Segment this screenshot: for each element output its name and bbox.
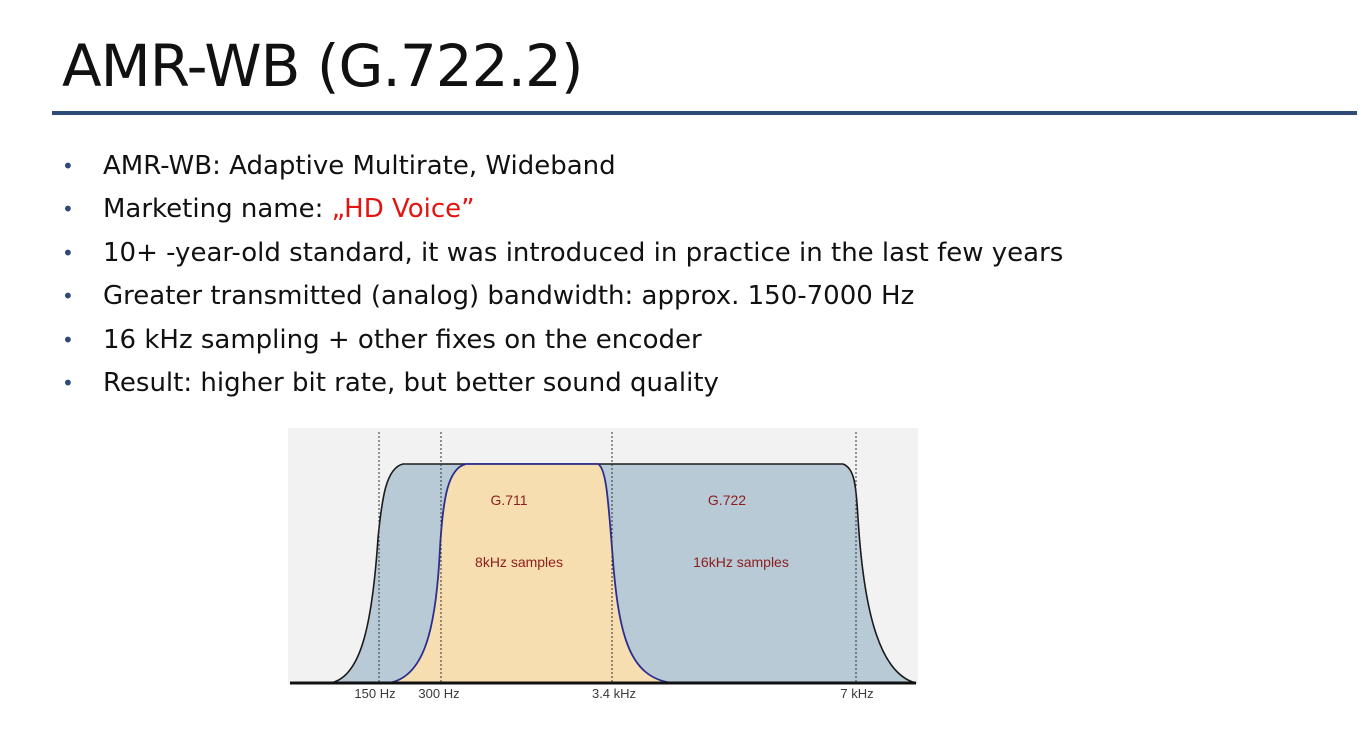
bullet-item — [56, 362, 1063, 405]
bullet-marker: • — [62, 284, 74, 309]
tick-label-300hz: 300 Hz — [418, 686, 460, 701]
bullet-marker: • — [62, 327, 74, 352]
g711-label: G.711 — [490, 492, 528, 508]
slide-title: AMR-WB (G.722.2) — [62, 32, 583, 100]
bullet-marker: • — [62, 154, 74, 178]
bandwidth-figure — [288, 428, 918, 710]
bandwidth-chart — [288, 428, 918, 710]
g722-label: G.722 — [707, 492, 747, 508]
bullet-item — [56, 275, 1063, 318]
bullet-text: Result: higher bit rate, but better sound quality — [103, 367, 719, 398]
bullet-highlight: „HD Voice” — [331, 194, 475, 225]
bullet-text: 10+ -year-old standard, it was introduced in practice in the last few years — [103, 237, 1064, 268]
bullet-text: Marketing name: — [103, 194, 332, 225]
g722-sampling-label: 16kHz samples — [693, 554, 789, 570]
bullet-text: AMR-WB: Adaptive Multirate, Wideband — [103, 151, 616, 181]
bullet-item — [56, 319, 1063, 362]
bullet-item — [56, 145, 1063, 188]
title-underline — [52, 111, 1357, 115]
bullet-item — [56, 232, 1063, 275]
bullet-list — [56, 145, 1063, 405]
bullet-text: Greater transmitted (analog) bandwidth: approx. 150-7000 Hz — [103, 281, 915, 312]
g711-sampling-label: 8kHz samples — [475, 554, 563, 570]
tick-label-7khz: 7 kHz — [840, 686, 874, 701]
tick-label-150hz: 150 Hz — [354, 686, 396, 701]
bullet-marker: • — [62, 197, 74, 222]
bullet-item — [56, 188, 1063, 231]
bullet-marker: • — [62, 370, 74, 395]
bullet-text: 16 kHz sampling + other fixes on the encoder — [103, 324, 702, 355]
bullet-marker: • — [62, 240, 74, 265]
tick-label-3-4khz: 3.4 kHz — [591, 686, 637, 701]
